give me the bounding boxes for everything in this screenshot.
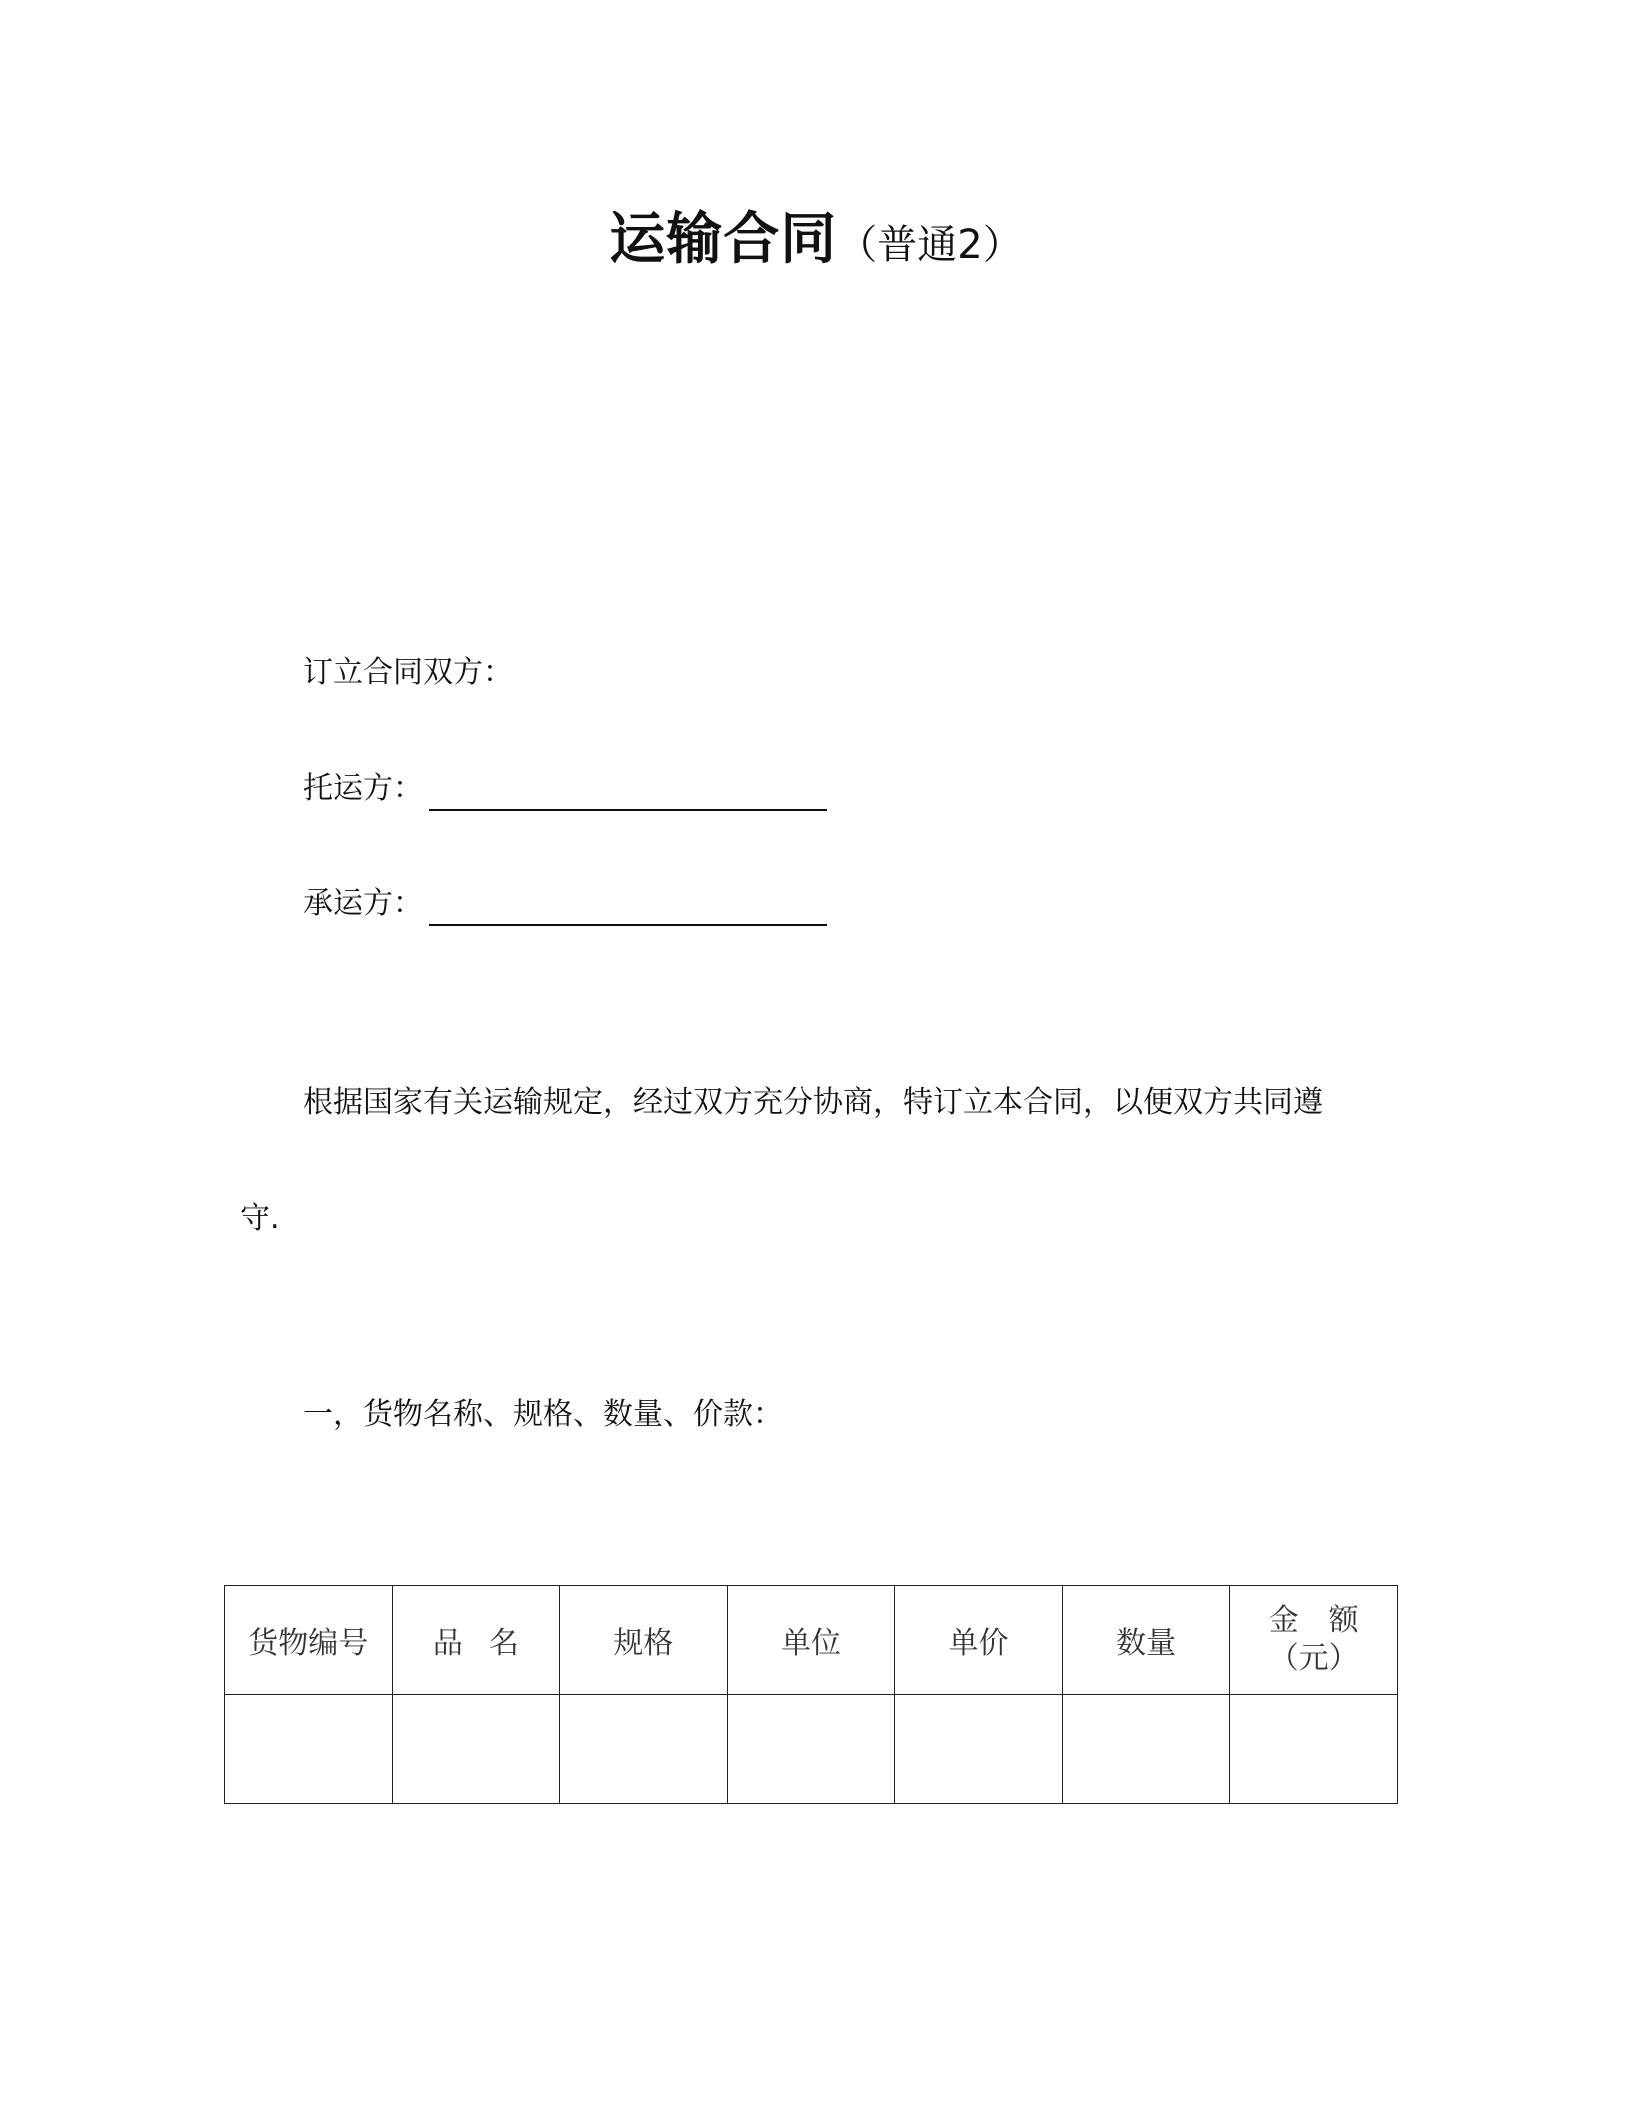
goods-table-header-row bbox=[225, 1586, 1398, 1695]
table-row bbox=[225, 1695, 1398, 1804]
carrier-label: 承运方： bbox=[303, 886, 423, 921]
cell-unit[interactable] bbox=[727, 1695, 895, 1804]
cell-unit-price[interactable] bbox=[895, 1695, 1063, 1804]
goods-table bbox=[224, 1585, 1398, 1804]
title-subtitle: （普通2） bbox=[837, 222, 1023, 268]
header-amount-unit: （元） bbox=[1268, 1641, 1359, 1676]
header-unit-price: 单价 bbox=[895, 1586, 1063, 1695]
cell-spec[interactable] bbox=[560, 1695, 728, 1804]
header-unit: 单位 bbox=[727, 1586, 895, 1695]
header-amount bbox=[1230, 1586, 1398, 1695]
header-product-name: 品名 bbox=[392, 1586, 560, 1695]
header-spec: 规格 bbox=[560, 1586, 728, 1695]
cell-amount[interactable] bbox=[1230, 1695, 1398, 1804]
cell-goods-id[interactable] bbox=[225, 1695, 393, 1804]
title-main: 运输合同 bbox=[609, 207, 838, 272]
cell-product-name[interactable] bbox=[392, 1695, 560, 1804]
header-quantity: 数量 bbox=[1062, 1586, 1230, 1695]
preamble-line-2: 守. bbox=[240, 1201, 280, 1236]
carrier-line bbox=[303, 884, 827, 926]
shipper-label: 托运方： bbox=[303, 771, 423, 806]
cell-quantity[interactable] bbox=[1062, 1695, 1230, 1804]
carrier-blank-field[interactable] bbox=[429, 884, 827, 926]
shipper-blank-field[interactable] bbox=[429, 769, 827, 811]
preamble-line-1: 根据国家有关运输规定，经过双方充分协商，特订立本合同，以便双方共同遵 bbox=[303, 1085, 1323, 1120]
shipper-line bbox=[303, 769, 827, 811]
header-goods-id: 货物编号 bbox=[225, 1586, 393, 1695]
parties-label: 订立合同双方： bbox=[303, 655, 513, 690]
section-1-heading: 一，货物名称、规格、数量、价款： bbox=[303, 1397, 783, 1432]
header-amount-label: 金额 bbox=[1268, 1603, 1389, 1638]
document-title bbox=[0, 195, 1632, 275]
